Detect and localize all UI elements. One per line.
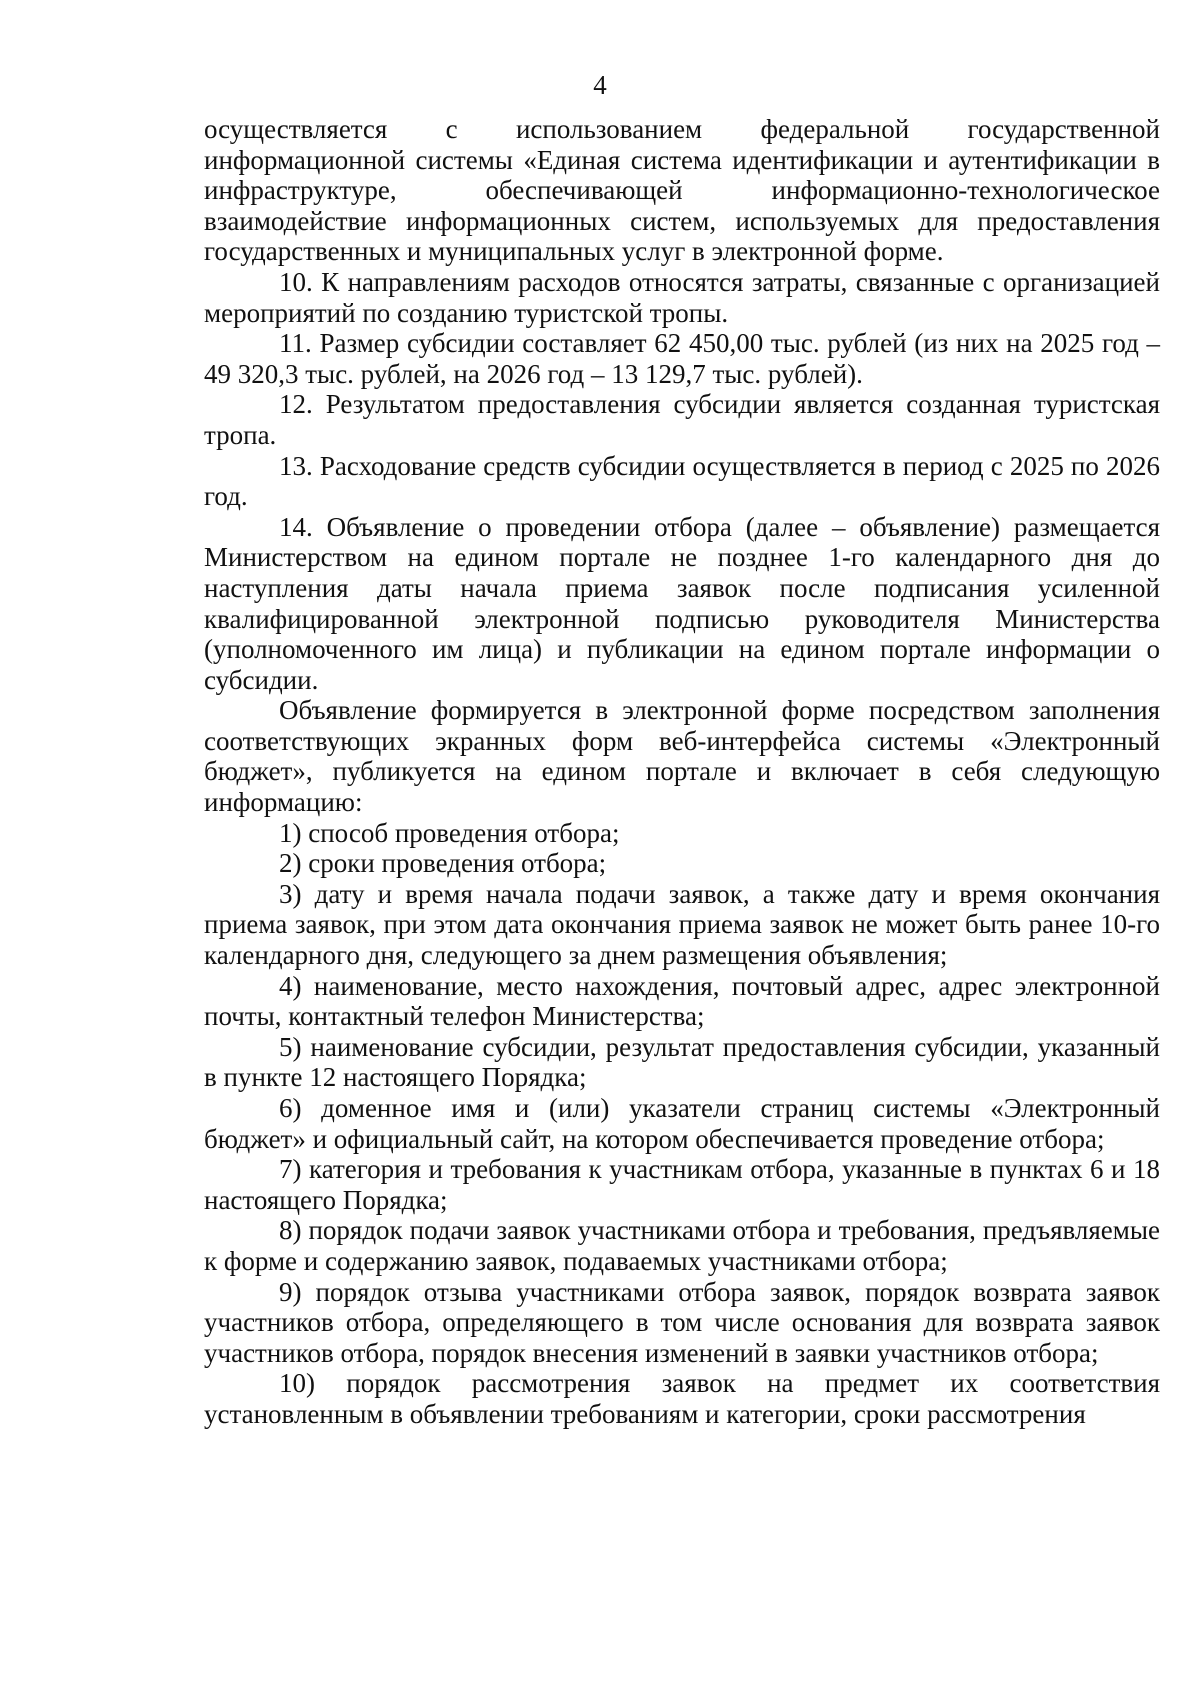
list-item-1: 1) способ проведения отбора; — [279, 817, 620, 848]
paragraph-item-10: 10. К направлениям расходов относятся затраты, связанные с организацией мероприятий по созданию туристской тропы. — [204, 266, 1160, 328]
paragraph-item-14: 14. Объявление о проведении отбора (далее – объявление) размещается Министерством на едином портале не позднее 1-го календарного дня до наступления даты начала приема заявок после подписания усиленной квалифицированной электронной подписью руководителя Министерства (уполномоченного им лица) и публикации на едином портале информации о субсидии. — [204, 511, 1160, 695]
paragraph-item-13: 13. Расходование средств субсидии осуществляется в период с 2025 по 2026 год. — [204, 450, 1160, 512]
list-item-8: 8) порядок подачи заявок участниками отбора и требования, предъявляемые к форме и содержанию заявок, подаваемых участниками отбора; — [204, 1215, 1160, 1276]
list-item-10: 10) порядок рассмотрения заявок на предмет их соответствия установленным в объявлении требованиям и категории, сроки рассмотрения — [204, 1368, 1160, 1429]
list-item-4: 4) наименование, место нахождения, почтовый адрес, адрес электронной почты, контактный телефон Министерства; — [204, 970, 1160, 1032]
list-item-2: 2) сроки проведения отбора; — [279, 848, 607, 879]
paragraph-announcement: Объявление формируется в электронной форме посредством заполнения соответствующих экранных форм веб-интерфейса системы «Электронный бюджет», публикуется на едином портале и включает в себя следующую информацию: — [204, 695, 1160, 818]
document-body — [204, 114, 1160, 1430]
list-item-7: 7) категория и требования к участникам отбора, указанные в пунктах 6 и 18 настоящего Порядка; — [204, 1154, 1160, 1215]
list-item-5: 5) наименование субсидии, результат предоставления субсидии, указанный в пункте 12 настоящего Порядка; — [204, 1031, 1160, 1093]
paragraph-continuation: осуществляется с использованием федеральной государственной информационной системы «Единая система идентификации и аутентификации в инфраструктуре, обеспечивающей информационно-технологическое взаимодействие информационных систем, используемых для предоставления государственных и муниципальных услуг в электронной форме. — [204, 114, 1160, 267]
list-item-6: 6) доменное имя и (или) указатели страниц системы «Электронный бюджет» и официальный сайт, на котором обеспечивается проведение отбора; — [204, 1093, 1160, 1154]
list-item-9: 9) порядок отзыва участниками отбора заявок, порядок возврата заявок участников отбора, определяющего в том числе основания для возврата заявок участников отбора, порядок внесения изменений в заявки участников отбора; — [204, 1276, 1160, 1368]
list-item-3: 3) дату и время начала подачи заявок, а также дату и время окончания приема заявок, при этом дата окончания приема заявок не может быть ранее 10-го календарного дня, следующего за днем размещения объявления; — [204, 878, 1160, 971]
paragraph-item-12: 12. Результатом предоставления субсидии является созданная туристская тропа. — [204, 389, 1160, 450]
paragraph-item-11: 11. Размер субсидии составляет 62 450,00 тыс. рублей (из них на 2025 год – 49 320,3 тыс. рублей, на 2026 год – 13 129,7 тыс. рублей). — [204, 328, 1160, 389]
page-number: 4 — [593, 70, 607, 100]
